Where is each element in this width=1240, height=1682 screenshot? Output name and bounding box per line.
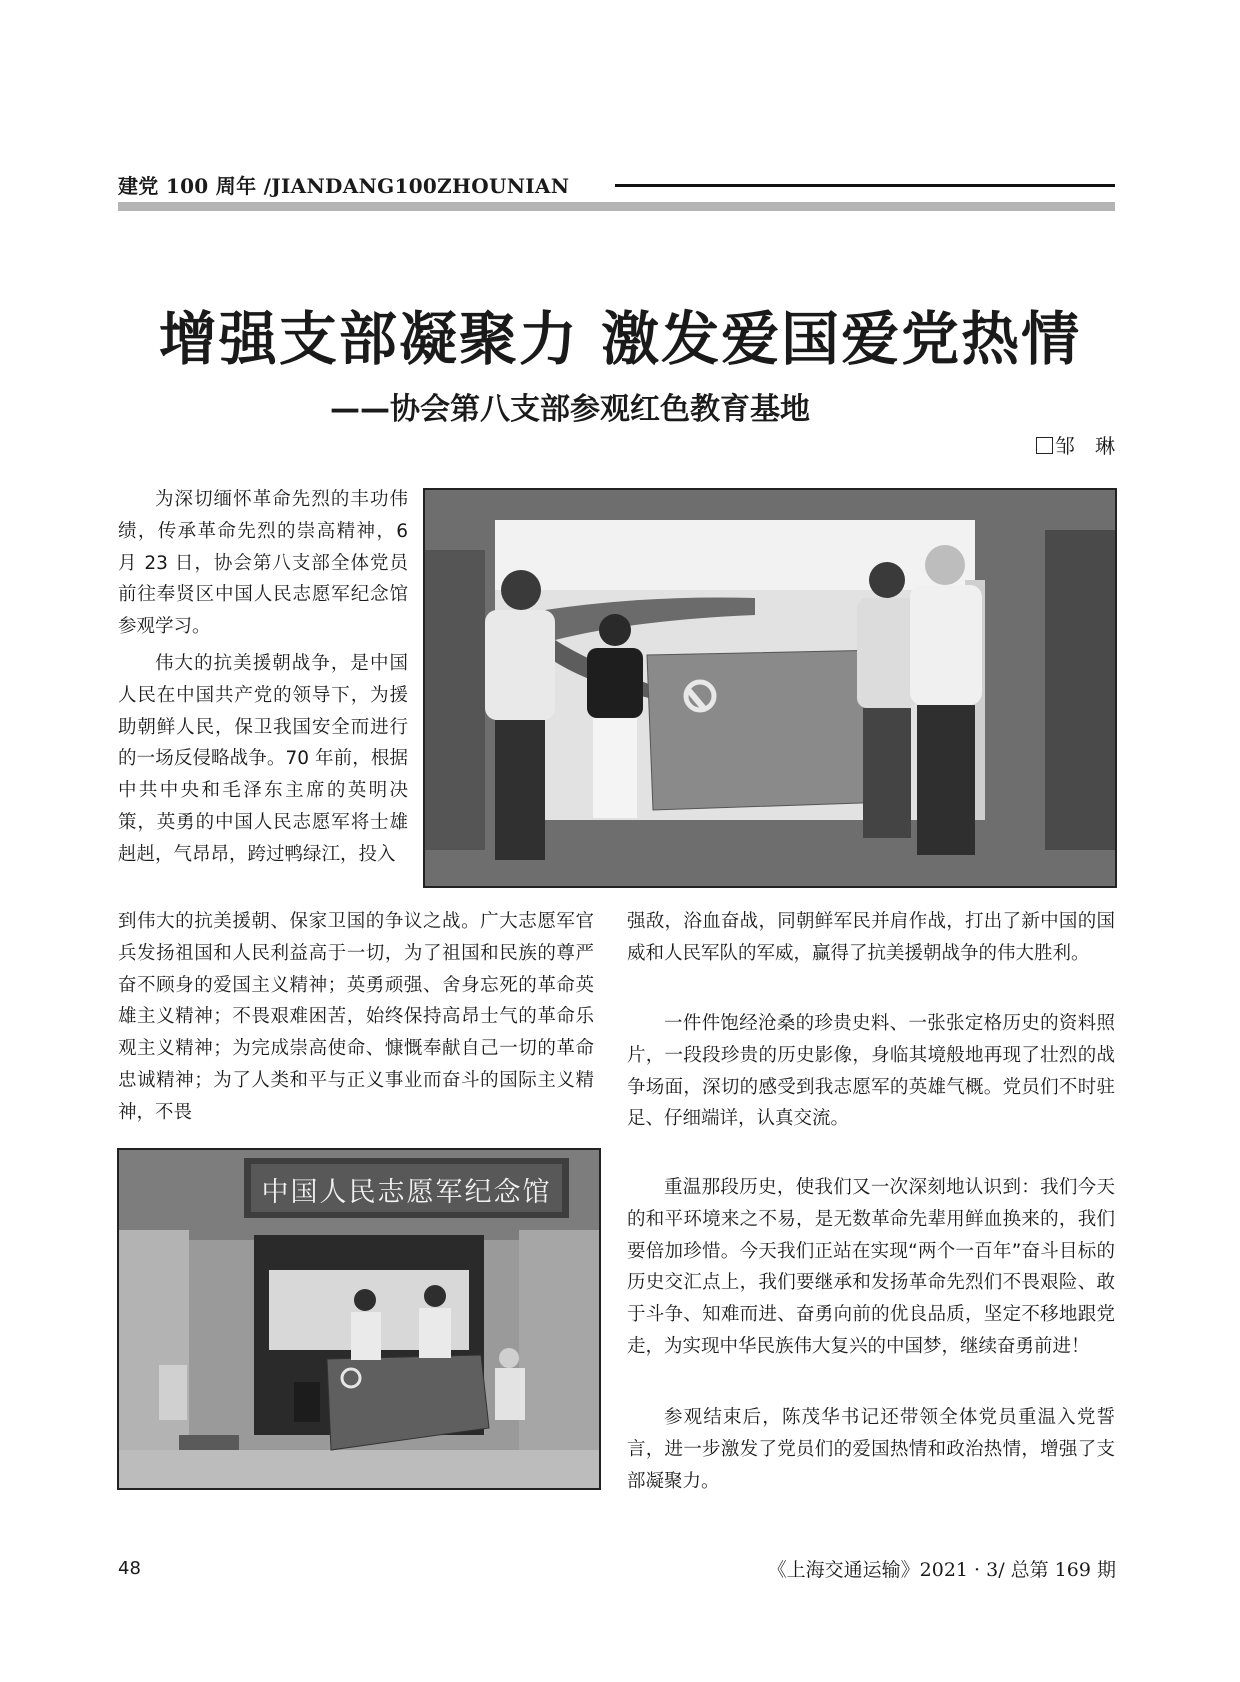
article-title: 增强支部凝聚力 激发爱国爱党热情 (158, 305, 1082, 373)
author-name: 邹 琳 (1055, 434, 1115, 458)
paragraph-1: 为深切缅怀革命先烈的丰功伟绩，传承革命先烈的崇高精神，6 月 23 日，协会第八支部全体党员前往奉贤区中国人民志愿军纪念馆参观学习。 (118, 489, 408, 638)
paragraph-5: 参观结束后，陈茂华书记还带领全体党员重温入党誓言，进一步激发了党员们的爱国热情和政治热情，增强了支部凝聚力。 (627, 1407, 1115, 1492)
page-number: 48 (118, 1558, 141, 1579)
photo-oath-ceremony (423, 488, 1117, 888)
section-label: 建党 100 周年 /JIANDANG100ZHOUNIAN (118, 174, 570, 198)
paragraph-2a: 伟大的抗美援朝战争，是中国人民在中国共产党的领导下，为援助朝鲜人民，保卫我国安全而进行的一场反侵略战争。70 年前，根据中共中央和毛泽东主席的英明决策，英勇的中国人民志愿军将士雄赳赳，气昂昂，跨过鸭绿江，投入 (118, 653, 408, 865)
paragraph-2c: 强敌，浴血奋战，同朝鲜军民并肩作战，打出了新中国的国威和人民军队的军威，赢得了抗美援朝战争的伟大胜利。 (627, 911, 1115, 964)
section-header (118, 170, 1115, 210)
author-box-icon (1036, 437, 1053, 454)
paragraph-3: 一件件饱经沧桑的珍贵史料、一张张定格历史的资料照片，一段段珍贵的历史影像，身临其境般地再现了壮烈的战争场面，深切的感受到我志愿军的英雄气概。党员们不时驻足、仔细端详，认真交流。 (627, 1013, 1115, 1130)
article-author (1036, 430, 1115, 459)
paragraph-2b: 到伟大的抗美援朝、保家卫国的争议之战。广大志愿军官兵发扬祖国和人民利益高于一切，为了祖国和民族的尊严奋不顾身的爱国主义精神；英勇顽强、舍身忘死的革命英雄主义精神；不畏艰难困苦，始终保持高昂士气的革命乐观主义精神；为完成崇高使命、慷慨奉献自己一切的革命忠诚精神；为了人类和平与正义事业而奋斗的国际主义精神，不畏 (118, 911, 594, 1123)
memorial-sign-text: 中国人民志愿军纪念馆 (261, 1177, 552, 1208)
header-bar (118, 202, 1115, 211)
photo-memorial-hall (117, 1148, 601, 1490)
paragraph-4: 重温那段历史，使我们又一次深刻地认识到：我们今天的和平环境来之不易，是无数革命先辈用鲜血换来的，我们要倍加珍惜。今天我们正站在实现“两个一百年”奋斗目标的历史交汇点上，我们要继承和发扬革命先烈们不畏艰险、敢于斗争、知难而进、奋勇向前的优良品质，坚定不移地跟党走，为实现中华民族伟大复兴的中国梦，继续奋勇前进！ (627, 1177, 1115, 1357)
header-rule (615, 184, 1115, 187)
magazine-issue: 《上海交通运输》2021 · 3/ 总第 169 期 (767, 1559, 1116, 1581)
article-subtitle: ——协会第八支部参观红色教育基地 (330, 392, 810, 427)
photo-oath-image (425, 490, 1115, 886)
